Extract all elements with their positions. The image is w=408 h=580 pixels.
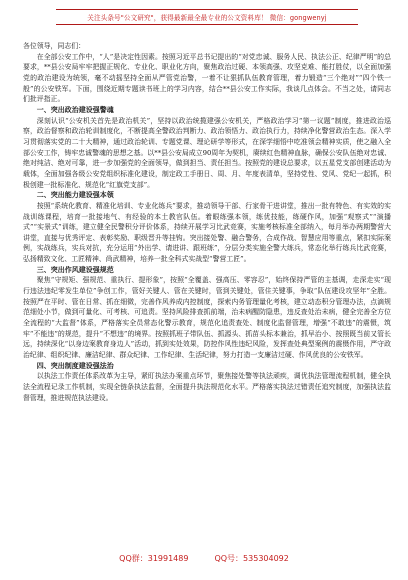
section-heading: 一、突出政治建设强警魂: [36, 105, 114, 114]
body-paragraph: 在全部公安工作中，“人”是决定性因素。按照习近平总书记提出的“对党忠诚、服务人民、执法公正、纪律严明”的总要求，**县公安局牢牢把握正规化、专业化、职业化方向，聚焦政治过硬、本领高强、攻坚克难、能打胜仗，以全面加强党的政治建设为统领，毫不动摇坚持全面从严管党治警，一着不让狠抓队伍教育管理，着力锻造“三个绝对”“四个铁一般”的公安铁军。下面，围绕近期专题读书班上的学习内容，结合**县公安工作实际，我谈几点体会。不当之处，请同志们批评指正。: [23, 52, 391, 104]
body-paragraph: 以执法工作责任体系改革为主导，紧盯执法办案重点环节，聚焦接处警等执法顽疾，调优执法管理流程机制，健全执法全流程记录工作机制，实现全链条执法监督，全面提升执法规范化水平。严格落实执法过错责任追究制度，加强执法监督管理，推进规范执法建设。: [23, 372, 391, 402]
top-banner: [56, 9, 358, 25]
footer-qq-group: QQ群：31991489: [119, 554, 189, 563]
body-paragraph: 按照“系统化教育、精准化培训、专业化练兵”要求，推动领导干部、行家骨干进讲堂，推出一批有特色、有实效的实战训练课程，培育一批接地气、有经验的本土教官队伍。着眼练强本领，练优技能，练硬作风，加强“观察式”“演播式”“实景式”训练，建立健全民警积分评价体系，持续开展学习比武竞赛，实施考核标准全部纳入，每月举办两期警营大讲堂，直接与优秀评定、表彰奖励、职级晋升等挂钩。突出接处警、融合警务，合成作战、智慧应用等重点，紧扣实际案例，实战练兵，实兵对抗，充分运用“外出学、请进讲、跟班练”，分层分类实施全警大练兵，常态化举行练兵比武竞赛，弘扬精致文化、工匠精神、尚武精神，培养一批全科式实战型“警营工匠”。: [23, 201, 391, 264]
body-paragraph: 深刻认识“公安机关首先是政治机关”，坚持以政治统揽建强公安机关，严格政治学习“第一议题”制度，推进政治巡察，政治督察和政治轮训制度化，不断提高全警政治判断力、政治领悟力、政治执行力，持续净化警营政治生态。深入学习贯彻落实党的二十大精神，通过政治轮训、专题党课、理论研学等形式，在深学细悟中吃准领会精神实质，使之融入全部公安工作，铸牢忠诚警魂的思想之基。以**县公安局成立90周年为契机，赓续红色精神血脉，确保公安队伍绝对忠诚、绝对纯洁、绝对可靠，进一步加强党的全面领导，做到担当、责任担当。按照党的建设总要求，以五星党支部创建活动为载体，全面加强各级公安党组织标准化建设，制定政工手册日、周、月、年度表清单，坚持党性、党风、党纪一起抓，积极创建一批标准化、规范化“红旗党支部”。: [23, 116, 391, 189]
section-heading: 四、突出制度建设强法治: [36, 361, 114, 370]
footer-qq-number: QQ号：535304092: [214, 554, 289, 563]
salutation: 各位领导，同志们：: [23, 42, 86, 50]
banner-text: 关注头条号"公文研究"，获得最新最全最专业的公文资料库！ 微信：gongwenyj: [87, 14, 327, 22]
body-paragraph: 聚焦“守规矩、强规范、重执行、提形象”，按照“全覆盖、强高压、零容忍”，始终保持严管的主基调，走深走实“现行违法违纪零发生单位”争创工作，管好关键人、管在关键时，管到关键处，管住关键事，争取“队伍建设攻坚年”全胜。按照严在平时、管在日常、抓在细微，完善作风养成内控制度，探索内务管理量化考核，建立动态积分管理办法，点滴规范细处小节，做到可量化、可考核、可追责。坚持风险排查抓前端，治未病醒防隐患，违反查处治未病，健全完善全方位全流程的“大监督”体系，严格落实全员常态化警示教育，规范化追责查处、制度化监督管理，增强“不敢违”的震慑，筑牢“不能违”的规范，提升“不想违”的境界。按照抓班子带队伍、抓源头、抓苗头标本兼治，抓早治小、按照既当前又管长远，持续深化“以身边案教育身边人”活动，抓到实处效果，防控作风性违纪风险，发挥查处典型案例的震慑作用，严守政治纪律、组织纪律、廉洁纪律、群众纪律、工作纪律、生活纪律，努力打造一支廉洁过硬、作风优良的公安铁军。: [23, 276, 391, 360]
footer: [0, 553, 408, 564]
section-heading: 二、突出能力建设强本领: [36, 191, 114, 200]
section-heading: 三、突出作风建设强规范: [36, 265, 114, 274]
document-body: [23, 41, 391, 541]
